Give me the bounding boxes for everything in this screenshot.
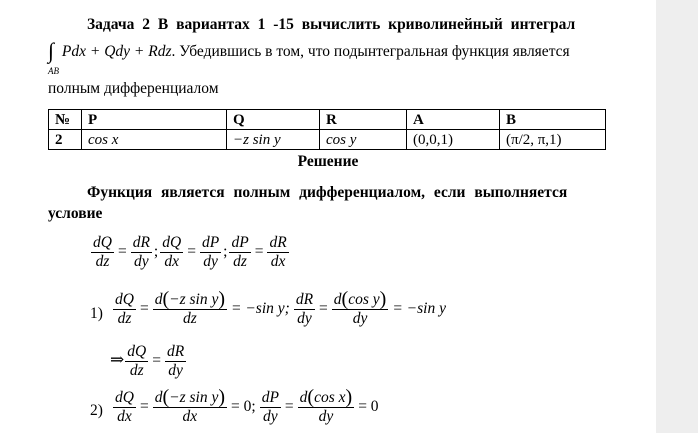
step2-formula: $\frac{dQ}{dx}$ = $\frac{\text{d(−z sin y)}}{dx}$ = 0; $\frac{dP}{dy}$ = $\frac{\text{d(cos x)}}{dy}$ = 0 bbox=[115, 386, 379, 425]
fraction: $\frac{dR}{dy}$ bbox=[166, 343, 185, 379]
table-header-cell: B bbox=[500, 110, 606, 130]
integral-subscript: AB bbox=[48, 66, 59, 76]
fraction: $\frac{dQ}{dz}$ bbox=[93, 234, 112, 270]
table-cell: 2 bbox=[49, 130, 82, 150]
integral-line bbox=[48, 36, 570, 62]
table-cell: cos x bbox=[82, 130, 227, 150]
implication-formula: ⇒ $\frac{dQ}{dz}$ = $\frac{dR}{dy}$ bbox=[110, 343, 185, 379]
fraction: $\frac{dQ}{dz}$ bbox=[115, 290, 134, 327]
integral-sign: ∫ bbox=[48, 38, 55, 63]
variant-table bbox=[48, 109, 606, 150]
condition-formula: $\frac{dQ}{dz}$ = $\frac{dR}{dy}$ ; $\frac{dQ}{dx}$ = $\frac{dP}{dy}$ ; $\frac{dP}{dz}$ = $\frac{dR}{dx}$ bbox=[93, 234, 287, 270]
fraction: $\frac{dP}{dy}$ bbox=[261, 388, 279, 425]
fraction: $\frac{dQ}{dx}$ bbox=[115, 388, 134, 425]
implies-arrow: ⇒ bbox=[110, 350, 125, 370]
table-header-cell: A bbox=[407, 110, 500, 130]
integrand: Pdx + Qdy + Rdz bbox=[61, 43, 172, 60]
fraction: $\frac{\text{d(cos x)}}{dy}$ bbox=[299, 386, 353, 425]
table-header-cell: R bbox=[320, 110, 407, 130]
table-header-cell: Q bbox=[227, 110, 320, 130]
page-gutter bbox=[656, 0, 698, 433]
fraction: $\frac{dP}{dz}$ bbox=[231, 234, 249, 270]
solution-heading: Решение bbox=[297, 153, 359, 170]
fraction: $\frac{\text{d(−z sin y)}}{dx}$ bbox=[154, 386, 226, 425]
fraction: $\frac{dR}{dy}$ bbox=[132, 234, 150, 270]
table-cell: −z sin y bbox=[227, 130, 320, 150]
condition-text: Функция является полным дифференциалом, если выполняется bbox=[87, 184, 568, 201]
fraction: $\frac{dQ}{dx}$ bbox=[162, 234, 182, 270]
table-cell: cos y bbox=[320, 130, 407, 150]
task-line3: полным дифференциалом bbox=[48, 80, 219, 97]
table-cell: (0,0,1) bbox=[407, 130, 500, 150]
fraction: $\frac{dR}{dx}$ bbox=[269, 234, 287, 270]
step2-label: 2) bbox=[90, 402, 103, 419]
integral-tail: . Убедившись в том, что подынтегральная функция является bbox=[171, 43, 570, 60]
fraction: $\frac{\text{d(cos y)}}{dy}$ bbox=[333, 288, 387, 327]
fraction: $\frac{dQ}{dz}$ bbox=[127, 343, 147, 379]
table-row bbox=[49, 130, 606, 150]
table-header-cell: P bbox=[82, 110, 227, 130]
step1-formula: $\frac{dQ}{dz}$ = $\frac{\text{d(−z sin y)}}{dz}$ = −sin y; $\frac{dR}{dy}$ = $\frac{\text{d(cos y)}}{dy}$ = −sin y bbox=[115, 288, 446, 327]
fraction: $\frac{dP}{dy}$ bbox=[201, 234, 220, 270]
table-header-cell: № bbox=[49, 110, 82, 130]
task-title-text: Задача 2 В вариантах 1 -15 вычислить криволинейный интеграл bbox=[87, 16, 576, 33]
fraction: $\frac{dR}{dy}$ bbox=[295, 290, 314, 327]
condition-line1 bbox=[87, 184, 607, 202]
condition-line2: условие bbox=[48, 205, 103, 222]
task-title bbox=[87, 16, 607, 34]
table-cell: (π/2, π,1) bbox=[500, 130, 606, 150]
table-header-row bbox=[49, 110, 606, 130]
fraction: $\frac{\text{d(−z sin y)}}{dz}$ bbox=[154, 288, 226, 327]
step1-label: 1) bbox=[90, 305, 103, 322]
